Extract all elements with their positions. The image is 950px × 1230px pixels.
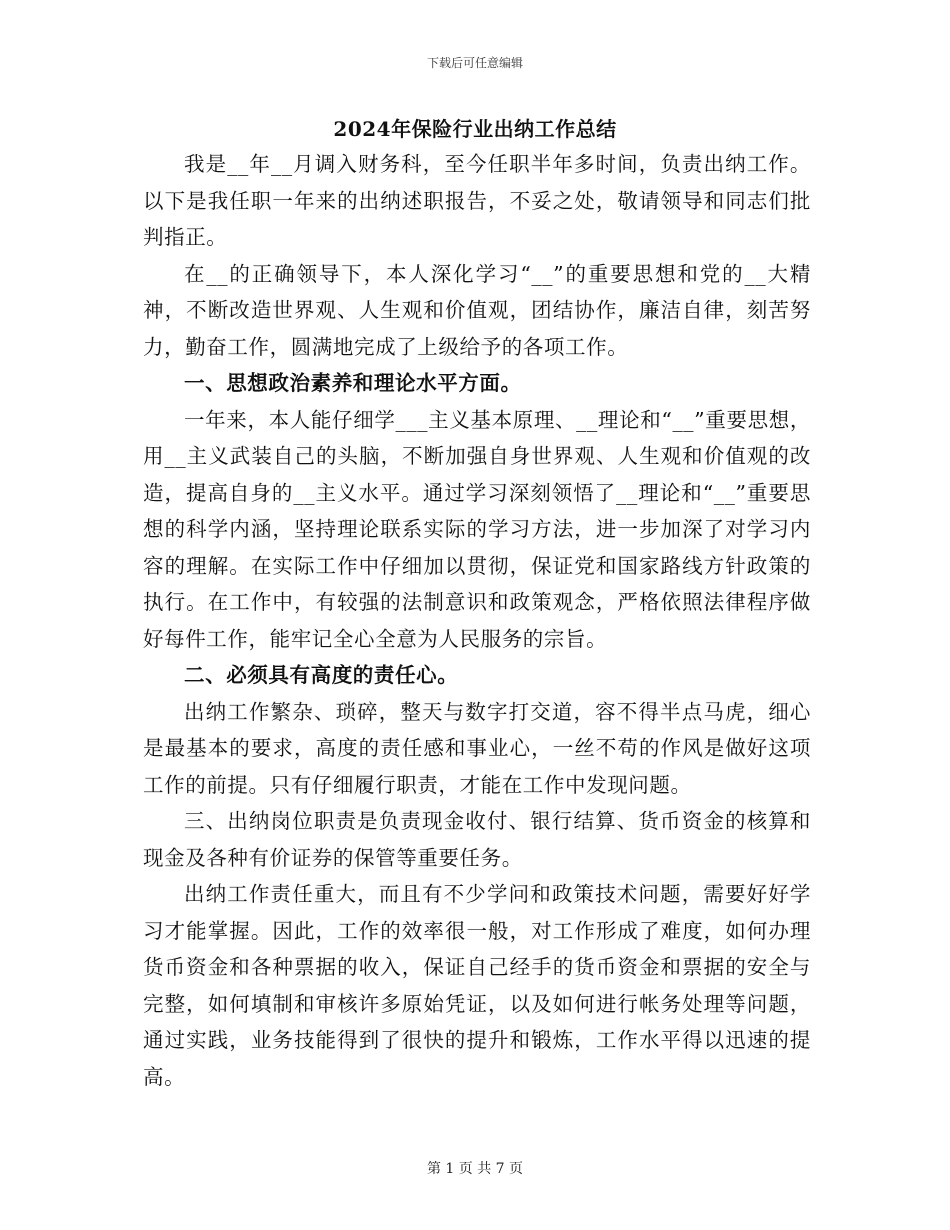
paragraph-intro: 我是__年__月调入财务科，至今任职半年多时间，负责出纳工作。以下是我任职一年来的出纳述职报告，不妥之处，敬请领导和同志们批判指正。 — [143, 152, 811, 249]
paragraph-duties: 出纳工作责任重大，而且有不少学问和政策技术问题，需要好好学习才能掌握。因此，工作的效率很一般，对工作形成了难度，如何办理货币资金和各种票据的收入，保证自己经手的货币资金和票据的安全与完整，如何填制和审核许多原始凭证，以及如何进行帐务处理等问题，通过实践，业务技能得到了很快的提升和锻炼，工作水平得以迅速的提高。 — [143, 882, 811, 1089]
paragraph-responsibility: 出纳工作繁杂、琐碎，整天与数字打交道，容不得半点马虎，细心是最基本的要求，高度的责任感和事业心，一丝不苟的作风是做好这项工作的前提。只有仔细履行职责，才能在工作中发现问题。 — [143, 699, 811, 797]
paragraph-leadership: 在__的正确领导下，本人深化学习“__”的重要思想和党的__大精神，不断改造世界观、人生观和价值观，团结协作，廉洁自律，刻苦努力，勤奋工作，圆满地完成了上级给予的各项工作。 — [143, 261, 811, 359]
paragraph-section-3: 三、出纳岗位职责是负责现金收付、银行结算、货币资金的核算和现金及各种有价证券的保管等重要任务。 — [143, 809, 811, 870]
section-heading-1: 一、思想政治素养和理论水平方面。 — [184, 371, 522, 395]
document-title: 2024年保险行业出纳工作总结 — [333, 117, 617, 141]
header-note: 下载后可任意编辑 — [426, 56, 523, 70]
paragraph-theory-study: 一年来，本人能仔细学___主义基本原理、__理论和“__”重要思想，用__主义武装自己的头脑，不断加强自身世界观、人生观和价值观的改造，提高自身的__主义水平。通过学习深刻领悟了__理论和“__”重要思想的科学内涵，坚持理论联系实际的学习方法，进一步加深了对学习内容的理解。在实际工作中仔细加以贯彻，保证党和国家路线方针政策的执行。在工作中，有较强的法制意识和政策观念，严格依照法律程序做好每件工作，能牢记全心全意为人民服务的宗旨。 — [143, 407, 811, 651]
section-heading-2: 二、必须具有高度的责任心。 — [184, 663, 459, 687]
page-number: 第 1 页 共 7 页 — [426, 1161, 524, 1177]
document-body — [143, 146, 811, 1095]
